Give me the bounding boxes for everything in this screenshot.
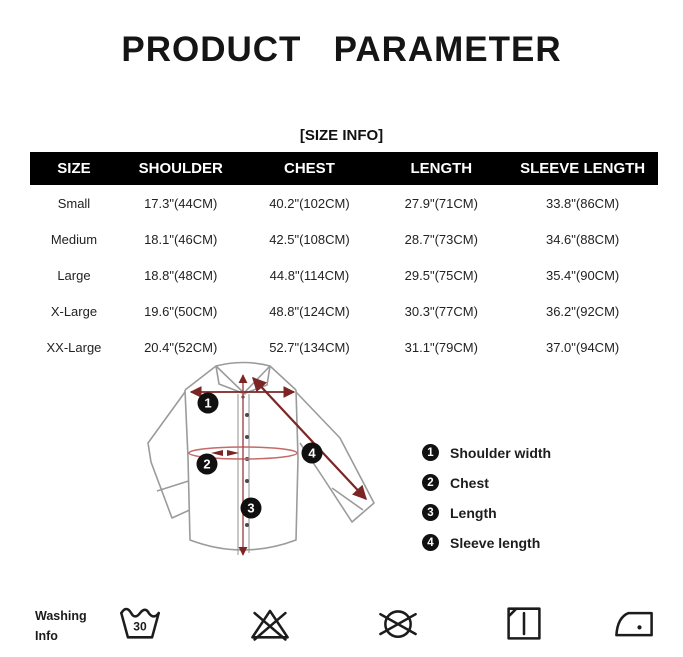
cell-sleeve: 33.8"(86CM) [545,195,620,211]
legend-number-badge: 2 [422,474,439,491]
cell-sleeve: 35.4"(90CM) [545,267,620,283]
cell-sleeve: 34.6"(88CM) [545,231,620,247]
cell-shoulder: 17.3"(44CM) [144,195,218,211]
legend-number-badge: 4 [422,534,439,551]
header-size: SIZE [57,160,91,177]
cell-chest: 42.5"(108CM) [269,231,350,247]
page-title: PRODUCT PARAMETER [121,30,562,69]
cell-size: XX-Large [46,339,102,355]
cell-shoulder: 20.4"(52CM) [144,339,218,355]
drip-dry-icon [502,601,546,645]
legend-label: Sleeve length [450,534,541,551]
iron-low-icon [612,601,656,645]
cell-size: Small [57,195,91,211]
measurement-legend [422,444,551,564]
table-row [30,257,658,293]
wash-30-icon [118,601,162,645]
legend-label: Length [450,504,497,521]
header-chest: CHEST [284,160,335,177]
marker-1-number: 1 [204,395,212,411]
marker-3-number: 3 [247,500,255,516]
legend-label: Shoulder width [450,444,552,461]
cell-size: Medium [50,231,98,247]
washing-label-line1: Washing [35,609,87,623]
cell-length: 28.7"(73CM) [404,231,478,247]
cell-chest: 52.7"(134CM) [269,339,350,355]
cell-size: X-Large [50,303,98,319]
do-not-dry-clean-icon [376,601,420,645]
cell-length: 27.9"(71CM) [404,195,478,211]
cell-shoulder: 18.1"(46CM) [144,231,218,247]
size-table-header [30,152,658,185]
cell-sleeve: 37.0"(94CM) [545,339,620,355]
wash-temperature: 30 [133,619,147,634]
legend-item-shoulder [422,444,551,461]
cell-chest: 40.2"(102CM) [269,195,350,211]
cell-length: 31.1"(79CM) [404,339,478,355]
legend-item-chest [422,474,551,491]
size-table [30,152,658,365]
cell-size: Large [57,267,91,283]
size-info-heading: [SIZE INFO] [299,127,384,144]
shirt-measurement-diagram [135,360,415,597]
marker-4-number: 4 [308,445,316,461]
cell-length: 30.3"(77CM) [404,303,478,319]
legend-number-badge: 1 [422,444,439,461]
cell-chest: 48.8"(124CM) [269,303,350,319]
washing-info-label [35,606,87,646]
do-not-bleach-icon [248,601,292,645]
table-row [30,221,658,257]
cell-sleeve: 36.2"(92CM) [545,303,620,319]
washing-label-line2: Info [35,629,58,643]
legend-number-badge: 3 [422,504,439,521]
cell-shoulder: 18.8"(48CM) [144,267,218,283]
cell-length: 29.5"(75CM) [404,267,478,283]
table-row [30,293,658,329]
shirt-diagram-svg [135,360,415,597]
legend-item-sleeve [422,534,551,551]
cell-shoulder: 19.6"(50CM) [144,303,218,319]
marker-2-number: 2 [203,456,211,472]
table-row [30,185,658,221]
cell-chest: 44.8"(114CM) [269,267,350,283]
legend-label: Chest [450,474,489,491]
header-sleeve-length: SLEEVE LENGTH [520,160,646,177]
legend-item-length [422,504,551,521]
header-shoulder: SHOULDER [138,160,223,177]
header-length: LENGTH [410,160,473,177]
